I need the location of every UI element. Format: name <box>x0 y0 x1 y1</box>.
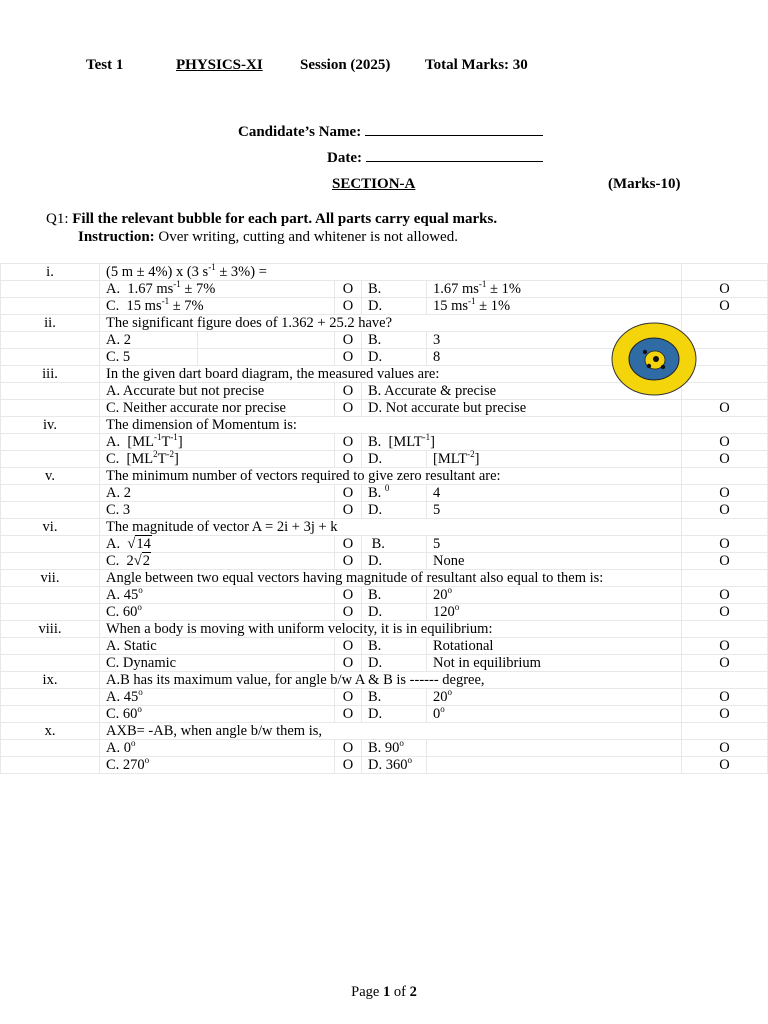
option-row <box>1 740 768 757</box>
question-text: (5 m ± 4%) x (3 $s^{-1} \pm 3\%$) = <box>100 264 682 281</box>
test-number: Test 1 <box>86 57 124 73</box>
question-row <box>1 570 768 587</box>
instruction-text: Over writing, cutting and whitener is not allowed. <box>158 229 458 245</box>
option-b-letter: B. <box>362 536 427 553</box>
option-b: 4 <box>427 485 682 502</box>
question-text: When a body is moving with uniform velocity, it is in equilibrium: <box>100 621 682 638</box>
dart-hit-mark <box>653 356 659 362</box>
question-number: v. <box>1 468 100 485</box>
option-row <box>1 553 768 570</box>
bubble-c[interactable]: O <box>335 502 362 519</box>
bubble-a[interactable]: O <box>335 485 362 502</box>
bubble-c[interactable]: O <box>335 349 362 366</box>
question-text: Angle between two equal vectors having magnitude of resultant also equal to them is: <box>100 570 682 587</box>
question-number: iv. <box>1 417 100 434</box>
option-d-letter: D. <box>362 706 427 723</box>
bubble-a[interactable]: O <box>335 638 362 655</box>
question-text: The magnitude of vector A = 2i + 3j + k <box>100 519 682 536</box>
option-b-letter: B. <box>362 587 427 604</box>
bubble-a[interactable]: O <box>335 689 362 706</box>
option-row <box>1 485 768 502</box>
option-a: A. Static <box>100 638 335 655</box>
bubble-d[interactable]: O <box>682 451 768 468</box>
bubble-b[interactable]: O <box>682 587 768 604</box>
question-number: ix. <box>1 672 100 689</box>
question-row <box>1 672 768 689</box>
question-text: In the given dart board diagram, the measured values are: <box>100 366 682 383</box>
question-number: iii. <box>1 366 100 383</box>
page-current: 1 <box>382 984 391 1000</box>
option-row <box>1 757 768 774</box>
candidate-name-field[interactable] <box>365 135 543 136</box>
q1-heading <box>46 211 497 228</box>
question-number: ii. <box>1 315 100 332</box>
candidate-name-row <box>238 124 543 141</box>
candidate-name-label: Candidate’s Name: <box>238 124 362 140</box>
option-c: C. 2√2 <box>100 553 335 570</box>
option-a: A. √14 <box>100 536 335 553</box>
option-d-letter: D. <box>362 451 427 468</box>
bubble-b[interactable]: O <box>682 740 768 757</box>
bubble-b[interactable]: O <box>682 434 768 451</box>
option-row <box>1 706 768 723</box>
option-row <box>1 281 768 298</box>
date-field[interactable] <box>366 161 543 162</box>
option-a: A. Accurate but not precise <box>100 383 335 400</box>
page-total: 2 <box>409 984 417 1000</box>
bubble-a[interactable]: O <box>335 434 362 451</box>
option-d: 8 <box>427 349 639 366</box>
bubble-c[interactable]: O <box>335 451 362 468</box>
option-a: A. 45$^o$ <box>100 689 335 706</box>
bubble-b[interactable]: O <box>682 689 768 706</box>
option-d: None <box>427 553 682 570</box>
session: Session (2025) <box>300 57 391 73</box>
option-b: 20$^o$ <box>427 587 682 604</box>
option-row <box>1 434 768 451</box>
option-b: 1.67 $ms^{-1} \pm 1\%$ <box>427 281 682 298</box>
bubble-c[interactable]: O <box>335 706 362 723</box>
option-c: C. $[ML^2T^{-2}]$ <box>100 451 335 468</box>
dart-hit-mark <box>647 364 651 368</box>
option-d: 15 $ms^{-1} \pm 1\%$ <box>427 298 682 315</box>
question-row <box>1 264 768 281</box>
bubble-a[interactable]: O <box>335 536 362 553</box>
option-d-letter: D. <box>362 349 427 366</box>
dart-hit-mark <box>643 350 647 354</box>
option-d-letter: D. <box>362 502 427 519</box>
option-d: 5 <box>427 502 682 519</box>
option-row <box>1 502 768 519</box>
option-d-letter: D. <box>362 655 427 672</box>
option-c: C. 15 $ms^{-1} \pm 7\%$ <box>100 298 335 315</box>
question-number: viii. <box>1 621 100 638</box>
option-b-letter: B. <box>362 689 427 706</box>
option-b-letter: B. <box>362 332 427 349</box>
bubble-d[interactable]: O <box>682 604 768 621</box>
bubble-c[interactable]: O <box>335 757 362 774</box>
question-text: AXB= -AB, when angle b/w them is, <box>100 723 682 740</box>
option-b-letter: B. $^0$ <box>362 485 427 502</box>
q1-text: Fill the relevant bubble for each part. All parts carry equal marks. <box>72 211 498 227</box>
option-row <box>1 536 768 553</box>
option-row <box>1 587 768 604</box>
option-d: Not in equilibrium <box>427 655 682 672</box>
bubble-b[interactable]: O <box>682 536 768 553</box>
bubble-d[interactable]: O <box>682 400 768 417</box>
option-b: B. $[MLT^{-1}]$ <box>362 434 682 451</box>
option-row <box>1 655 768 672</box>
page-footer: Page 1 of 2 <box>351 984 417 1000</box>
option-d: D. 360$^o$ <box>362 757 427 774</box>
bubble-c[interactable]: O <box>335 553 362 570</box>
option-d-letter: D. <box>362 298 427 315</box>
bubble-d[interactable]: O <box>682 757 768 774</box>
dart-hit-mark <box>661 365 665 369</box>
q1-number: Q1: <box>46 211 69 227</box>
bubble-a[interactable]: O <box>335 587 362 604</box>
option-row <box>1 400 768 417</box>
option-b: 5 <box>427 536 682 553</box>
date-row <box>327 150 543 167</box>
option-d: 0$^o$ <box>427 706 682 723</box>
question-text: The dimension of Momentum is: <box>100 417 682 434</box>
bubble-d[interactable]: O <box>682 553 768 570</box>
option-d-letter: D. <box>362 553 427 570</box>
question-number: vi. <box>1 519 100 536</box>
option-d-letter: D. <box>362 604 427 621</box>
bubble-c[interactable]: O <box>335 298 362 315</box>
bubble-b[interactable]: O <box>682 638 768 655</box>
question-text: A.B has its maximum value, for angle b/w A & B is ------ degree, <box>100 672 682 689</box>
subject: PHYSICS-XI <box>176 57 263 73</box>
question-row <box>1 417 768 434</box>
date-label: Date: <box>327 150 362 166</box>
bubble-a[interactable]: O <box>335 332 362 349</box>
bubble-d[interactable]: O <box>682 655 768 672</box>
bubble-d[interactable]: O <box>682 502 768 519</box>
option-c: C. 270$^o$ <box>100 757 335 774</box>
bubble-b[interactable]: O <box>682 485 768 502</box>
instruction-row <box>78 229 458 246</box>
option-c: C. Neither accurate nor precise <box>100 400 335 417</box>
question-row <box>1 468 768 485</box>
bubble-a[interactable]: O <box>335 740 362 757</box>
bubble-c[interactable]: O <box>335 604 362 621</box>
question-text: The significant figure does of 1.362 + 25.2 have? <box>100 315 682 332</box>
option-d: $[MLT^{-2}]$ <box>427 451 682 468</box>
option-row <box>1 451 768 468</box>
bubble-d[interactable]: O <box>682 706 768 723</box>
option-b-letter: B. <box>362 638 427 655</box>
option-d: D. Not accurate but precise <box>362 400 682 417</box>
option-row <box>1 689 768 706</box>
option-b: B. Accurate & precise <box>362 383 682 400</box>
question-text: The minimum number of vectors required to give zero resultant are: <box>100 468 682 485</box>
option-c: C. 5 <box>100 349 198 366</box>
question-row <box>1 723 768 740</box>
total-marks: Total Marks: 30 <box>425 57 528 73</box>
section-marks: (Marks-10) <box>608 176 681 192</box>
dart-board-diagram <box>611 322 697 396</box>
section-title: SECTION-A <box>332 176 416 192</box>
option-c: C. 60$^o$ <box>100 604 335 621</box>
option-c: C. Dynamic <box>100 655 335 672</box>
option-c: C. 60$^o$ <box>100 706 335 723</box>
option-row <box>1 604 768 621</box>
option-a: A. $[ML^{-1}T^{-1}]$ <box>100 434 335 451</box>
bubble-c[interactable]: O <box>335 655 362 672</box>
option-a: A. 45$^o$ <box>100 587 335 604</box>
option-a: A. 2 <box>100 332 198 349</box>
option-c: C. 3 <box>100 502 335 519</box>
question-row <box>1 519 768 536</box>
bubble-a[interactable]: O <box>335 383 362 400</box>
option-a: A. 0$^o$ <box>100 740 335 757</box>
option-b: 3 <box>427 332 639 349</box>
option-row <box>1 638 768 655</box>
instruction-label: Instruction: <box>78 229 155 245</box>
bubble-b[interactable]: O <box>682 281 768 298</box>
bubble-c[interactable]: O <box>335 400 362 417</box>
option-b: 20$^o$ <box>427 689 682 706</box>
option-row <box>1 298 768 315</box>
bubble-a[interactable]: O <box>335 281 362 298</box>
option-d: 120$^o$ <box>427 604 682 621</box>
bubble-d[interactable]: O <box>682 298 768 315</box>
question-number: x. <box>1 723 100 740</box>
option-b-letter: B. <box>362 281 427 298</box>
option-b: Rotational <box>427 638 682 655</box>
option-b: B. 90$^o$ <box>362 740 427 757</box>
option-a: A. 2 <box>100 485 335 502</box>
option-a: A. 1.67 $ms^{-1} \pm 7\%$ <box>100 281 335 298</box>
question-number: i. <box>1 264 100 281</box>
question-number: vii. <box>1 570 100 587</box>
question-row <box>1 621 768 638</box>
